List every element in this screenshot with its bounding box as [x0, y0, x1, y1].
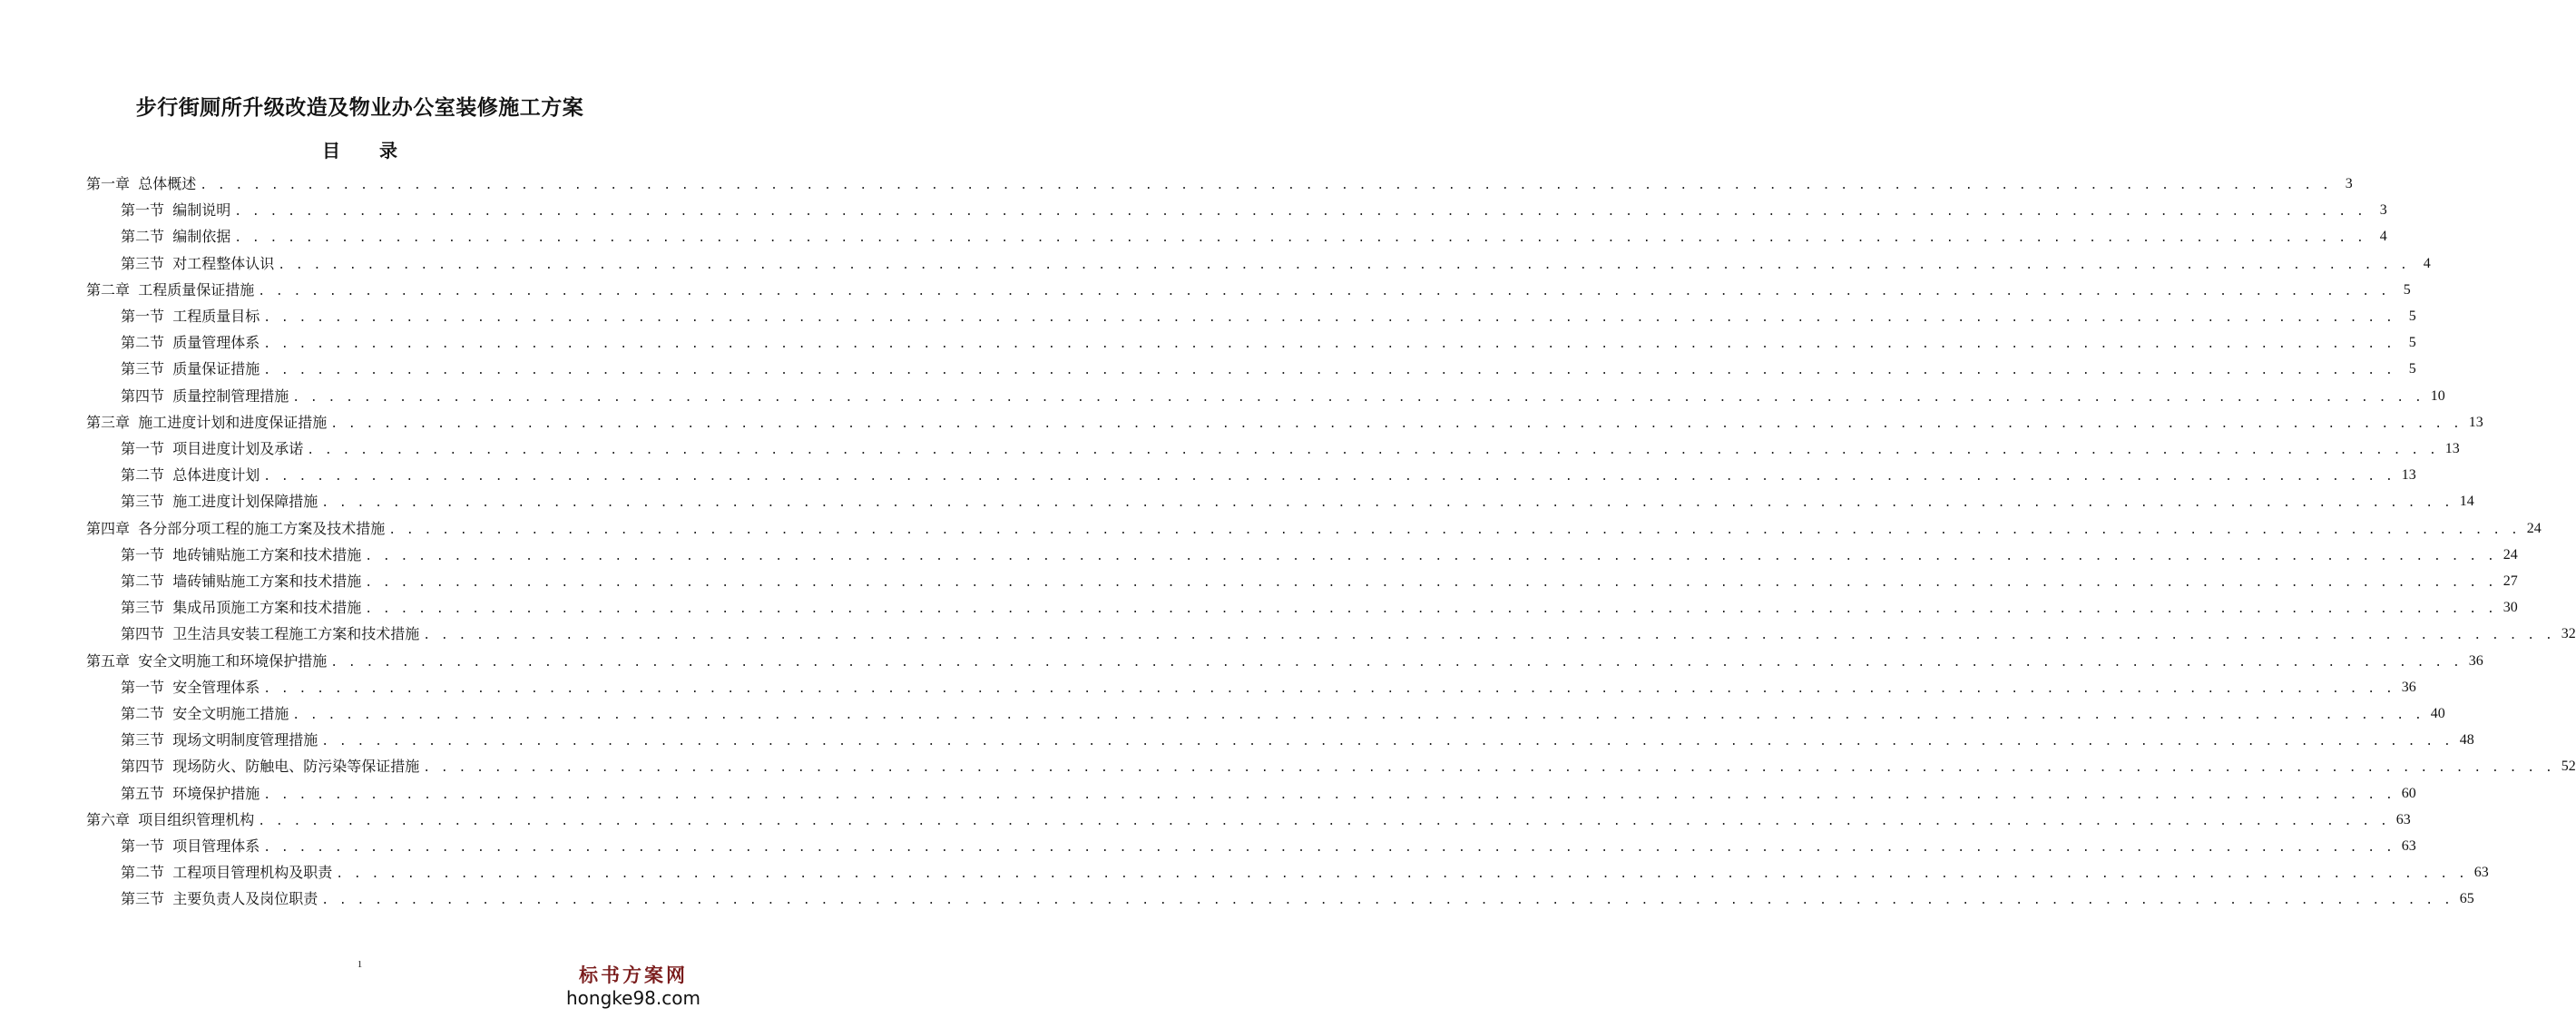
toc-entry-label [86, 757, 419, 777]
toc-entry-title: 各分部分项工程的施工方案及技术措施 [138, 519, 386, 537]
toc-entry-label [86, 387, 289, 406]
toc-entry-number: 第一章 [86, 175, 131, 192]
toc-entry-label [86, 227, 230, 247]
toc-entry-number: 第二节 [121, 466, 165, 485]
toc-entry-title: 集成吊顶施工方案和技术措施 [172, 599, 362, 617]
toc-entry-number: 第二节 [121, 228, 165, 246]
toc-entry-title: 现场防火、防触电、防污染等保证措施 [172, 758, 420, 776]
toc-dot-leader: . . . . . . . . . . . . . . . . . . . . . . . . . . . . . . . . . . . . . . . . . . . . . . . . . . . . . . . . . . . . . . . . . . . . . . . . . . . . . . . . . . . . . . . . . . . . . . . . . . . . . . . . . . . . . . . . . . . . . . . . [263, 681, 2395, 696]
toc-entry-number: 第二节 [121, 705, 165, 722]
toc-entry-number: 第三节 [121, 890, 165, 908]
toc-section-entry[interactable] [86, 197, 2387, 220]
toc-entry-number: 第一节 [121, 837, 165, 855]
toc-dot-leader: . . . . . . . . . . . . . . . . . . . . . . . . . . . . . . . . . . . . . . . . . . . . . . . . . . . . . . . . . . . . . . . . . . . . . . . . . . . . . . . . . . . . . . . . . . . . . . . . . . . . . . . . . . . . . . . . . . . . . . . . [336, 867, 2467, 882]
toc-chapter-entry[interactable] [86, 409, 2483, 433]
toc-heading: 目 录 [322, 140, 414, 162]
toc-section-entry[interactable] [86, 488, 2474, 512]
toc-entry-page: 36 [2401, 679, 2416, 695]
toc-entry-label [86, 863, 332, 883]
toc-entry-label [86, 837, 260, 856]
toc-entry-title: 质量控制管理措施 [172, 387, 289, 405]
toc-entry-title: 总体概述 [138, 175, 197, 192]
toc-entry-title: 主要负责人及岗位职责 [172, 890, 318, 908]
toc-dot-leader: . . . . . . . . . . . . . . . . . . . . . . . . . . . . . . . . . . . . . . . . . . . . . . . . . . . . . . . . . . . . . . . . . . . . . . . . . . . . . . . . . . . . . . . . . . . . . . . . . . . . . . . . . . . . . . . . . . . . . . . . [258, 284, 2389, 299]
toc-entry-number: 第二节 [121, 334, 165, 352]
toc-dot-leader: . . . . . . . . . . . . . . . . . . . . . . . . . . . . . . . . . . . . . . . . . . . . . . . . . . . . . . . . . . . . . . . . . . . . . . . . . . . . . . . . . . . . . . . . . . . . . . . . . . . . . . . . . . . . . . . . . . . . . . . . [292, 709, 2424, 722]
toc-entry-number: 第三节 [121, 731, 165, 749]
toc-entry-page: 3 [2379, 202, 2387, 219]
toc-dot-leader: . . . . . . . . . . . . . . . . . . . . . . . . . . . . . . . . . . . . . . . . . . . . . . . . . . . . . . . . . . . . . . . . . . . . . . . . . . . . . . . . . . . . . . . . . . . . . . . . . . . . . . . . . . . . . . . . . . . . . . . . [263, 364, 2395, 378]
toc-entry-title: 工程质量保证措施 [138, 280, 255, 299]
toc-entry-page: 27 [2503, 573, 2518, 589]
toc-dot-leader: . . . . . . . . . . . . . . . . . . . . . . . . . . . . . . . . . . . . . . . . . . . . . . . . . . . . . . . . . . . . . . . . . . . . . . . . . . . . . . . . . . . . . . . . . . . . . . . . . . . . . . . . . . . . . . . . . . . . . . . . [388, 523, 2520, 537]
toc-entry-title: 卫生洁具安装工程施工方案和技术措施 [172, 625, 420, 643]
toc-dot-leader: . . . . . . . . . . . . . . . . . . . . . . . . . . . . . . . . . . . . . . . . . . . . . . . . . . . . . . . . . . . . . . . . . . . . . . . . . . . . . . . . . . . . . . . . . . . . . . . . . . . . . . . . . . . . . . . . . . . . . . . . [321, 894, 2453, 908]
toc-entry-label [86, 465, 260, 485]
toc-section-entry[interactable] [86, 223, 2387, 247]
toc-entry-label [86, 280, 254, 300]
page-number: 1 [357, 959, 363, 970]
toc-entry-page: 13 [2444, 441, 2460, 456]
toc-chapter-entry[interactable] [86, 807, 2411, 830]
toc-section-entry[interactable] [86, 753, 2576, 777]
toc-entry-label [86, 678, 260, 698]
toc-entry-number: 第一节 [121, 545, 165, 563]
toc-entry-title: 编制依据 [172, 228, 231, 246]
toc-entry-number: 第一节 [121, 308, 165, 325]
toc-entry-title: 安全文明施工和环境保护措施 [138, 651, 328, 670]
toc-dot-leader: . . . . . . . . . . . . . . . . . . . . . . . . . . . . . . . . . . . . . . . . . . . . . . . . . . . . . . . . . . . . . . . . . . . . . . . . . . . . . . . . . . . . . . . . . . . . . . . . . . . . . . . . . . . . . . . . . . . . . . . . [365, 549, 2496, 563]
toc-entry-label [86, 254, 274, 274]
toc-entry-page: 60 [2401, 785, 2416, 801]
toc-entry-page: 13 [2468, 414, 2483, 430]
toc-dot-leader: . . . . . . . . . . . . . . . . . . . . . . . . . . . . . . . . . . . . . . . . . . . . . . . . . . . . . . . . . . . . . . . . . . . . . . . . . . . . . . . . . . . . . . . . . . . . . . . . . . . . . . . . . . . . . . . . . . . . . . . . [200, 179, 2331, 192]
toc-entry-number: 第四节 [121, 758, 165, 776]
toc-entry-title: 项目组织管理机构 [138, 810, 255, 828]
toc-entry-title: 质量保证措施 [172, 360, 260, 378]
toc-entry-page: 36 [2468, 652, 2483, 669]
toc-dot-leader: . . . . . . . . . . . . . . . . . . . . . . . . . . . . . . . . . . . . . . . . . . . . . . . . . . . . . . . . . . . . . . . . . . . . . . . . . . . . . . . . . . . . . . . . . . . . . . . . . . . . . . . . . . . . . . . . . . . . . . . . [263, 470, 2395, 485]
toc-dot-leader: . . . . . . . . . . . . . . . . . . . . . . . . . . . . . . . . . . . . . . . . . . . . . . . . . . . . . . . . . . . . . . . . . . . . . . . . . . . . . . . . . . . . . . . . . . . . . . . . . . . . . . . . . . . . . . . . . . . . . . . . [330, 655, 2462, 670]
toc-entry-title: 对工程整体认识 [172, 254, 275, 272]
toc-entry-title: 环境保护措施 [172, 784, 260, 802]
toc-entry-title: 质量管理体系 [172, 334, 260, 352]
toc-entry-title: 施工进度计划和进度保证措施 [138, 413, 328, 431]
toc-entry-label [86, 307, 260, 327]
toc-entry-label [86, 413, 327, 433]
toc-dot-leader: . . . . . . . . . . . . . . . . . . . . . . . . . . . . . . . . . . . . . . . . . . . . . . . . . . . . . . . . . . . . . . . . . . . . . . . . . . . . . . . . . . . . . . . . . . . . . . . . . . . . . . . . . . . . . . . . . . . . . . . . [263, 338, 2395, 352]
toc-section-entry[interactable] [86, 780, 2416, 804]
toc-section-entry[interactable] [86, 436, 2460, 459]
toc-chapter-entry[interactable] [86, 171, 2353, 194]
toc-dot-leader: . . . . . . . . . . . . . . . . . . . . . . . . . . . . . . . . . . . . . . . . . . . . . . . . . . . . . . . . . . . . . . . . . . . . . . . . . . . . . . . . . . . . . . . . . . . . . . . . . . . . . . . . . . . . . . . . . . . . . . . . [330, 416, 2462, 431]
watermark-brand-cn: 标书方案网 [579, 964, 688, 986]
toc-entry-number: 第一节 [121, 201, 165, 220]
toc-dot-leader: . . . . . . . . . . . . . . . . . . . . . . . . . . . . . . . . . . . . . . . . . . . . . . . . . . . . . . . . . . . . . . . . . . . . . . . . . . . . . . . . . . . . . . . . . . . . . . . . . . . . . . . . . . . . . . . . . . . . . . . . [263, 841, 2395, 855]
toc-dot-leader: . . . . . . . . . . . . . . . . . . . . . . . . . . . . . . . . . . . . . . . . . . . . . . . . . . . . . . . . . . . . . . . . . . . . . . . . . . . . . . . . . . . . . . . . . . . . . . . . . . . . . . . . . . . . . . . . . . . . . . . . [263, 311, 2395, 325]
toc-dot-leader: . . . . . . . . . . . . . . . . . . . . . . . . . . . . . . . . . . . . . . . . . . . . . . . . . . . . . . . . . . . . . . . . . . . . . . . . . . . . . . . . . . . . . . . . . . . . . . . . . . . . . . . . . . . . . . . . . . . . . . . . [321, 496, 2453, 511]
toc-entry-label [86, 174, 196, 194]
toc-entry-page: 5 [2408, 308, 2416, 324]
toc-entry-label [86, 572, 361, 592]
toc-dot-leader: . . . . . . . . . . . . . . . . . . . . . . . . . . . . . . . . . . . . . . . . . . . . . . . . . . . . . . . . . . . . . . . . . . . . . . . . . . . . . . . . . . . . . . . . . . . . . . . . . . . . . . . . . . . . . . . . . . . . . . . . [321, 735, 2453, 749]
toc-entry-label [86, 545, 361, 565]
toc-section-entry[interactable] [86, 462, 2416, 485]
document-title: 步行街厕所升级改造及物业办公室装修施工方案 [135, 95, 584, 120]
toc-dot-leader: . . . . . . . . . . . . . . . . . . . . . . . . . . . . . . . . . . . . . . . . . . . . . . . . . . . . . . . . . . . . . . . . . . . . . . . . . . . . . . . . . . . . . . . . . . . . . . . . . . . . . . . . . . . . . . . . . . . . . . . . [423, 761, 2554, 776]
toc-entry-number: 第四节 [121, 625, 165, 643]
toc-entry-page: 40 [2430, 706, 2445, 721]
toc-entry-number: 第三章 [86, 413, 131, 431]
toc-section-entry[interactable] [86, 329, 2416, 353]
toc-entry-title: 墙砖铺贴施工方案和技术措施 [172, 573, 362, 590]
toc-dot-leader: . . . . . . . . . . . . . . . . . . . . . . . . . . . . . . . . . . . . . . . . . . . . . . . . . . . . . . . . . . . . . . . . . . . . . . . . . . . . . . . . . . . . . . . . . . . . . . . . . . . . . . . . . . . . . . . . . . . . . . . . [234, 205, 2365, 220]
toc-section-entry[interactable] [86, 542, 2518, 565]
toc-entry-title: 工程质量目标 [172, 308, 260, 325]
toc-section-entry[interactable] [86, 674, 2416, 698]
toc-section-entry[interactable] [86, 886, 2474, 909]
toc-entry-label [86, 359, 260, 379]
toc-entry-page: 13 [2401, 467, 2416, 484]
toc-entry-label [86, 624, 419, 644]
toc-entry-title: 项目进度计划及承诺 [172, 440, 304, 457]
toc-section-entry[interactable] [86, 859, 2489, 883]
toc-entry-number: 第一节 [121, 678, 165, 696]
watermark-logo [556, 964, 710, 1009]
toc-entry-page: 32 [2561, 626, 2576, 642]
toc-dot-leader: . . . . . . . . . . . . . . . . . . . . . . . . . . . . . . . . . . . . . . . . . . . . . . . . . . . . . . . . . . . . . . . . . . . . . . . . . . . . . . . . . . . . . . . . . . . . . . . . . . . . . . . . . . . . . . . . . . . . . . . . [307, 444, 2438, 457]
watermark-brand-url: hongke98.com [566, 987, 700, 1009]
toc-entry-label [86, 730, 318, 750]
toc-entry-page: 4 [2379, 229, 2387, 245]
toc-entry-number: 第二节 [121, 573, 165, 590]
toc-entry-number: 第二节 [121, 864, 165, 882]
toc-section-entry[interactable] [86, 250, 2431, 274]
toc-entry-number: 第五节 [121, 784, 165, 802]
toc-entry-page: 10 [2430, 387, 2445, 404]
toc-entry-page: 3 [2345, 176, 2353, 191]
toc-entry-page: 63 [2401, 838, 2416, 854]
toc-entry-page: 5 [2408, 361, 2416, 377]
toc-entry-label [86, 598, 361, 618]
toc-dot-leader: . . . . . . . . . . . . . . . . . . . . . . . . . . . . . . . . . . . . . . . . . . . . . . . . . . . . . . . . . . . . . . . . . . . . . . . . . . . . . . . . . . . . . . . . . . . . . . . . . . . . . . . . . . . . . . . . . . . . . . . . [234, 231, 2365, 246]
toc-chapter-entry[interactable] [86, 277, 2411, 300]
toc-entry-title: 安全文明施工措施 [172, 705, 289, 722]
toc-entry-number: 第二章 [86, 280, 131, 299]
toc-entry-number: 第四章 [86, 519, 131, 537]
toc-entry-label [86, 492, 318, 512]
toc-entry-label [86, 810, 254, 830]
toc-dot-leader: . . . . . . . . . . . . . . . . . . . . . . . . . . . . . . . . . . . . . . . . . . . . . . . . . . . . . . . . . . . . . . . . . . . . . . . . . . . . . . . . . . . . . . . . . . . . . . . . . . . . . . . . . . . . . . . . . . . . . . . . [292, 390, 2424, 405]
toc-entry-label [86, 784, 260, 804]
toc-entry-number: 第四节 [121, 387, 165, 405]
toc-entry-title: 现场文明制度管理措施 [172, 731, 318, 749]
toc-entry-number: 第三节 [121, 254, 165, 272]
toc-entry-page: 30 [2503, 600, 2518, 616]
toc-dot-leader: . . . . . . . . . . . . . . . . . . . . . . . . . . . . . . . . . . . . . . . . . . . . . . . . . . . . . . . . . . . . . . . . . . . . . . . . . . . . . . . . . . . . . . . . . . . . . . . . . . . . . . . . . . . . . . . . . . . . . . . . [258, 814, 2389, 828]
toc-entry-page: 63 [2395, 811, 2411, 827]
toc-entry-title: 编制说明 [172, 201, 231, 220]
toc-entry-number: 第三节 [121, 360, 165, 378]
toc-entry-page: 65 [2459, 891, 2474, 907]
toc-dot-leader: . . . . . . . . . . . . . . . . . . . . . . . . . . . . . . . . . . . . . . . . . . . . . . . . . . . . . . . . . . . . . . . . . . . . . . . . . . . . . . . . . . . . . . . . . . . . . . . . . . . . . . . . . . . . . . . . . . . . . . . . [365, 602, 2496, 617]
toc-entry-number: 第三节 [121, 599, 165, 617]
toc-entry-page: 48 [2459, 732, 2474, 749]
toc-entry-page: 24 [2526, 520, 2542, 536]
toc-section-entry[interactable] [86, 568, 2518, 592]
toc-entry-title: 安全管理体系 [172, 678, 260, 696]
toc-entry-title: 项目管理体系 [172, 837, 260, 855]
toc-section-entry[interactable] [86, 727, 2474, 750]
toc-entry-page: 52 [2561, 759, 2576, 775]
toc-section-entry[interactable] [86, 594, 2518, 618]
toc-entry-label [86, 333, 260, 353]
toc-dot-leader: . . . . . . . . . . . . . . . . . . . . . . . . . . . . . . . . . . . . . . . . . . . . . . . . . . . . . . . . . . . . . . . . . . . . . . . . . . . . . . . . . . . . . . . . . . . . . . . . . . . . . . . . . . . . . . . . . . . . . . . . [423, 629, 2554, 643]
toc-section-entry[interactable] [86, 621, 2576, 644]
toc-dot-leader: . . . . . . . . . . . . . . . . . . . . . . . . . . . . . . . . . . . . . . . . . . . . . . . . . . . . . . . . . . . . . . . . . . . . . . . . . . . . . . . . . . . . . . . . . . . . . . . . . . . . . . . . . . . . . . . . . . . . . . . . [263, 788, 2395, 802]
toc-entry-page: 5 [2403, 281, 2411, 298]
toc-entry-page: 5 [2408, 335, 2416, 351]
toc-dot-leader: . . . . . . . . . . . . . . . . . . . . . . . . . . . . . . . . . . . . . . . . . . . . . . . . . . . . . . . . . . . . . . . . . . . . . . . . . . . . . . . . . . . . . . . . . . . . . . . . . . . . . . . . . . . . . . . . . . . . . . . . [365, 576, 2496, 590]
toc-entry-label [86, 889, 318, 909]
toc-entry-label [86, 201, 230, 220]
toc-entry-title: 总体进度计划 [172, 466, 260, 485]
toc-entry-label [86, 704, 289, 724]
toc-entry-label [86, 519, 385, 539]
toc-entry-label [86, 439, 303, 459]
toc-section-entry[interactable] [86, 383, 2445, 406]
toc-entry-page: 63 [2473, 865, 2489, 881]
toc-section-entry[interactable] [86, 356, 2416, 379]
toc-entry-number: 第五章 [86, 651, 131, 670]
toc-entry-number: 第一节 [121, 440, 165, 457]
toc-entry-title: 地砖铺贴施工方案和技术措施 [172, 545, 362, 563]
toc-entry-number: 第六章 [86, 810, 131, 828]
toc-section-entry[interactable] [86, 833, 2416, 856]
toc-entry-title: 工程项目管理机构及职责 [172, 864, 333, 882]
toc-entry-page: 14 [2459, 494, 2474, 510]
toc-entry-page: 24 [2503, 546, 2518, 563]
toc-entry-number: 第三节 [121, 493, 165, 511]
toc-section-entry[interactable] [86, 700, 2445, 724]
toc-section-entry[interactable] [86, 303, 2416, 327]
toc-chapter-entry[interactable] [86, 648, 2483, 671]
toc-dot-leader: . . . . . . . . . . . . . . . . . . . . . . . . . . . . . . . . . . . . . . . . . . . . . . . . . . . . . . . . . . . . . . . . . . . . . . . . . . . . . . . . . . . . . . . . . . . . . . . . . . . . . . . . . . . . . . . . . . . . . . . . [278, 258, 2409, 272]
toc-entry-title: 施工进度计划保障措施 [172, 493, 318, 511]
toc-chapter-entry[interactable] [86, 515, 2542, 539]
toc-entry-page: 4 [2423, 255, 2431, 271]
toc-entry-label [86, 651, 327, 671]
